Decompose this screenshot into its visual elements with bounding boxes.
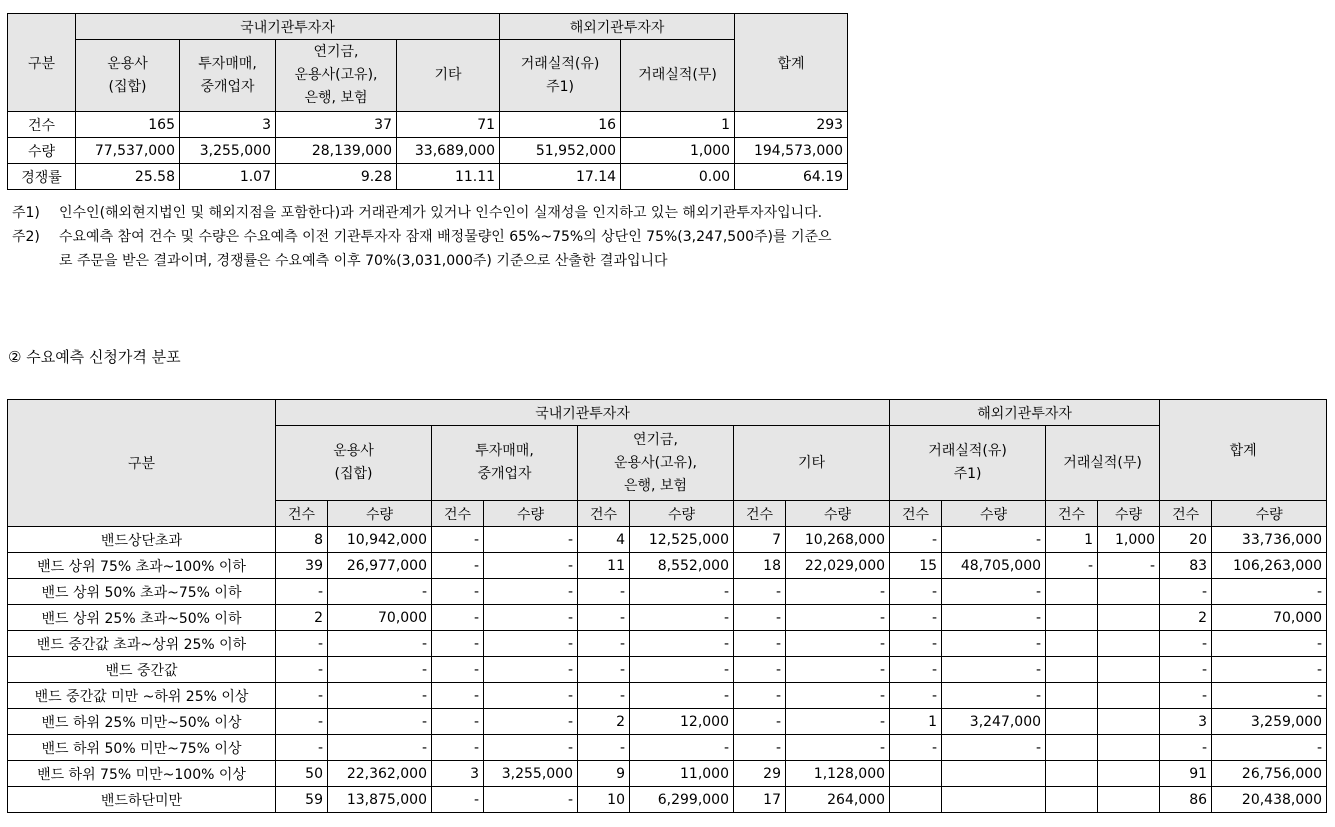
cell-value: - — [1160, 683, 1212, 709]
t2-col-header: 기타 — [734, 426, 890, 501]
footnote-tag: 주1) — [12, 205, 40, 221]
t1-col-header: 기타 — [397, 40, 500, 112]
table-row — [8, 735, 1327, 761]
cell-value — [1046, 657, 1098, 683]
t1-header-domestic: 국내기관투자자 — [76, 14, 500, 40]
cell-value: 26,756,000 — [1212, 761, 1327, 787]
cell-value: 15 — [890, 553, 942, 579]
cell-value: - — [1212, 579, 1327, 605]
t1-col-header: 거래실적(유) 주1) — [500, 40, 621, 112]
cell-value: 293 — [735, 112, 848, 138]
footnote-text: 인수인(해외현지법인 및 해외지점을 포함한다)과 거래관계가 있거나 인수인이 실재성을 인지하고 있는 해외기관투자자입니다. — [59, 205, 823, 221]
cell-value — [1046, 579, 1098, 605]
cell-value — [942, 761, 1046, 787]
t1-header-total: 합계 — [735, 14, 848, 112]
row-label: 밴드 상위 25% 초과~50% 이하 — [8, 605, 276, 631]
cell-value: - — [1212, 683, 1327, 709]
t2-col-header: 거래실적(유) 주1) — [890, 426, 1046, 501]
cell-value: 1,128,000 — [786, 761, 890, 787]
cell-value: 22,029,000 — [786, 553, 890, 579]
cell-value: 3 — [432, 761, 484, 787]
cell-value: - — [276, 579, 328, 605]
cell-value: - — [484, 787, 578, 813]
cell-value: 59 — [276, 787, 328, 813]
cell-value: 3,247,000 — [942, 709, 1046, 735]
cell-value: 8 — [276, 527, 328, 553]
count-header: 건수 — [1046, 501, 1098, 527]
t2-col-header: 운용사 (집합) — [276, 426, 432, 501]
cell-value: 9.28 — [276, 164, 397, 190]
cell-value: - — [734, 657, 786, 683]
cell-value — [1098, 631, 1160, 657]
cell-value: 12,000 — [630, 709, 734, 735]
cell-value: - — [734, 579, 786, 605]
cell-value — [1046, 631, 1098, 657]
cell-value: - — [328, 683, 432, 709]
cell-value: - — [578, 579, 630, 605]
cell-value: 4 — [578, 527, 630, 553]
cell-value — [1098, 683, 1160, 709]
t2-col-header: 거래실적(무) — [1046, 426, 1160, 501]
cell-value: - — [276, 735, 328, 761]
cell-value: - — [578, 657, 630, 683]
t1-col-header: 투자매매, 중개업자 — [180, 40, 276, 112]
cell-value: - — [328, 631, 432, 657]
cell-value: 10,268,000 — [786, 527, 890, 553]
cell-value: - — [1098, 553, 1160, 579]
cell-value — [1046, 735, 1098, 761]
cell-value: - — [786, 657, 890, 683]
cell-value — [1098, 605, 1160, 631]
cell-value — [1098, 709, 1160, 735]
cell-value: - — [1046, 553, 1098, 579]
cell-value: 48,705,000 — [942, 553, 1046, 579]
cell-value: 3,255,000 — [180, 138, 276, 164]
cell-value: - — [432, 605, 484, 631]
cell-value: 2 — [1160, 605, 1212, 631]
table-row — [8, 112, 848, 138]
cell-value: 77,537,000 — [76, 138, 180, 164]
quantity-header: 수량 — [1098, 501, 1160, 527]
t2-header-domestic: 국내기관투자자 — [276, 400, 890, 426]
row-label: 밴드 상위 75% 초과~100% 이하 — [8, 553, 276, 579]
cell-value: - — [786, 605, 890, 631]
cell-value: - — [630, 657, 734, 683]
cell-value: - — [1160, 579, 1212, 605]
cell-value: - — [1160, 631, 1212, 657]
cell-value: - — [432, 683, 484, 709]
cell-value: 11 — [578, 553, 630, 579]
cell-value: 91 — [1160, 761, 1212, 787]
cell-value: - — [786, 631, 890, 657]
table-row — [8, 553, 1327, 579]
cell-value: 83 — [1160, 553, 1212, 579]
cell-value: 2 — [276, 605, 328, 631]
cell-value: - — [942, 657, 1046, 683]
cell-value — [942, 787, 1046, 813]
cell-value: 7 — [734, 527, 786, 553]
t1-col-header: 연기금, 운용사(고유), 은행, 보험 — [276, 40, 397, 112]
cell-value: 2 — [578, 709, 630, 735]
row-label: 밴드 중간값 초과~상위 25% 이하 — [8, 631, 276, 657]
cell-value: 20 — [1160, 527, 1212, 553]
quantity-header: 수량 — [1212, 501, 1327, 527]
cell-value: - — [328, 657, 432, 683]
cell-value: 20,438,000 — [1212, 787, 1327, 813]
cell-value: - — [734, 735, 786, 761]
cell-value: - — [1212, 735, 1327, 761]
row-label: 밴드 하위 50% 미만~75% 이상 — [8, 735, 276, 761]
cell-value: 3 — [1160, 709, 1212, 735]
row-label: 밴드 하위 25% 미만~50% 이상 — [8, 709, 276, 735]
cell-value: - — [276, 631, 328, 657]
row-label: 건수 — [8, 112, 76, 138]
cell-value — [1046, 683, 1098, 709]
cell-value: - — [942, 579, 1046, 605]
table-row — [8, 761, 1327, 787]
footnote — [12, 225, 842, 273]
footnote — [12, 201, 842, 225]
cell-value: - — [786, 683, 890, 709]
table-row — [8, 579, 1327, 605]
price-distribution-table — [7, 399, 1327, 813]
cell-value: 16 — [500, 112, 621, 138]
cell-value: 8,552,000 — [630, 553, 734, 579]
cell-value: 1 — [1046, 527, 1098, 553]
cell-value: 25.58 — [76, 164, 180, 190]
cell-value: - — [432, 657, 484, 683]
cell-value: - — [484, 735, 578, 761]
cell-value: 29 — [734, 761, 786, 787]
cell-value: 86 — [1160, 787, 1212, 813]
row-label: 밴드하단미만 — [8, 787, 276, 813]
count-header: 건수 — [578, 501, 630, 527]
cell-value — [1046, 709, 1098, 735]
cell-value: - — [432, 787, 484, 813]
cell-value: - — [484, 683, 578, 709]
cell-value — [1098, 787, 1160, 813]
cell-value: 106,263,000 — [1212, 553, 1327, 579]
cell-value: - — [734, 631, 786, 657]
cell-value: - — [630, 605, 734, 631]
table-row — [8, 527, 1327, 553]
count-header: 건수 — [734, 501, 786, 527]
cell-value: - — [276, 709, 328, 735]
count-header: 건수 — [276, 501, 328, 527]
cell-value: 33,736,000 — [1212, 527, 1327, 553]
cell-value — [1098, 657, 1160, 683]
cell-value: 194,573,000 — [735, 138, 848, 164]
cell-value: 37 — [276, 112, 397, 138]
cell-value: - — [630, 735, 734, 761]
cell-value: 13,875,000 — [328, 787, 432, 813]
quantity-header: 수량 — [328, 501, 432, 527]
cell-value: - — [942, 631, 1046, 657]
cell-value — [1046, 787, 1098, 813]
cell-value: 70,000 — [328, 605, 432, 631]
count-header: 건수 — [890, 501, 942, 527]
cell-value: - — [734, 709, 786, 735]
table-row — [8, 683, 1327, 709]
cell-value: - — [432, 553, 484, 579]
footnotes — [12, 201, 842, 273]
cell-value: - — [484, 657, 578, 683]
cell-value: 12,525,000 — [630, 527, 734, 553]
count-header: 건수 — [432, 501, 484, 527]
t1-col-header: 거래실적(무) — [621, 40, 735, 112]
cell-value: - — [890, 683, 942, 709]
cell-value: - — [484, 579, 578, 605]
cell-value: - — [890, 657, 942, 683]
table-row — [8, 787, 1327, 813]
cell-value: - — [276, 683, 328, 709]
cell-value — [1046, 761, 1098, 787]
cell-value: 165 — [76, 112, 180, 138]
t1-header-category: 구분 — [8, 14, 76, 112]
cell-value: 33,689,000 — [397, 138, 500, 164]
cell-value: - — [890, 579, 942, 605]
cell-value: - — [630, 579, 734, 605]
table-row — [8, 631, 1327, 657]
cell-value — [890, 787, 942, 813]
cell-value: - — [786, 579, 890, 605]
competition-table — [7, 13, 848, 190]
t1-col-header: 운용사 (집합) — [76, 40, 180, 112]
cell-value: 1.07 — [180, 164, 276, 190]
row-label: 경쟁률 — [8, 164, 76, 190]
t2-header-foreign: 해외기관투자자 — [890, 400, 1160, 426]
cell-value: 71 — [397, 112, 500, 138]
cell-value: 70,000 — [1212, 605, 1327, 631]
cell-value: - — [578, 605, 630, 631]
cell-value: - — [1160, 657, 1212, 683]
cell-value: - — [484, 553, 578, 579]
t2-header-total: 합계 — [1160, 400, 1327, 501]
cell-value: - — [328, 579, 432, 605]
cell-value: - — [578, 683, 630, 709]
cell-value: 64.19 — [735, 164, 848, 190]
cell-value — [890, 761, 942, 787]
footnote-tag: 주2) — [12, 229, 40, 245]
cell-value: 39 — [276, 553, 328, 579]
cell-value: 17 — [734, 787, 786, 813]
cell-value: - — [276, 657, 328, 683]
t2-header-category: 구분 — [8, 400, 276, 527]
cell-value: - — [432, 579, 484, 605]
cell-value: 50 — [276, 761, 328, 787]
cell-value: - — [484, 631, 578, 657]
cell-value: 11,000 — [630, 761, 734, 787]
cell-value: - — [942, 683, 1046, 709]
cell-value — [1046, 605, 1098, 631]
cell-value: - — [484, 605, 578, 631]
cell-value: 18 — [734, 553, 786, 579]
cell-value: 3 — [180, 112, 276, 138]
row-label: 밴드 중간값 미만 ~하위 25% 이상 — [8, 683, 276, 709]
cell-value: - — [890, 605, 942, 631]
count-header: 건수 — [1160, 501, 1212, 527]
cell-value: 51,952,000 — [500, 138, 621, 164]
table-row — [8, 709, 1327, 735]
cell-value: 264,000 — [786, 787, 890, 813]
table-row — [8, 657, 1327, 683]
cell-value: - — [1160, 735, 1212, 761]
cell-value: - — [942, 527, 1046, 553]
table-row — [8, 164, 848, 190]
section-title: ② 수요예측 신청가격 분포 — [8, 348, 181, 366]
footnote-text: 수요예측 참여 건수 및 수량은 수요예측 이전 기관투자자 잠재 배정물량인 65%~75%의 상단인 75%(3,247,500주)를 기준으로 주문을 받은 결과이며, 경쟁률은 수요예측 이후 70%(3,031,000주) 기준으로 산출한 결과입니다 — [59, 229, 832, 269]
cell-value: 1 — [621, 112, 735, 138]
row-label: 밴드상단초과 — [8, 527, 276, 553]
cell-value: 1 — [890, 709, 942, 735]
cell-value: - — [432, 709, 484, 735]
t2-col-header: 투자매매, 중개업자 — [432, 426, 578, 501]
cell-value: - — [890, 735, 942, 761]
cell-value: - — [578, 735, 630, 761]
cell-value: - — [484, 709, 578, 735]
row-label: 수량 — [8, 138, 76, 164]
t2-col-header: 연기금, 운용사(고유), 은행, 보험 — [578, 426, 734, 501]
cell-value — [1098, 761, 1160, 787]
row-label: 밴드 중간값 — [8, 657, 276, 683]
cell-value: 10,942,000 — [328, 527, 432, 553]
table-row — [8, 138, 848, 164]
cell-value: 1,000 — [1098, 527, 1160, 553]
cell-value: - — [630, 631, 734, 657]
cell-value: - — [890, 527, 942, 553]
quantity-header: 수량 — [786, 501, 890, 527]
cell-value: - — [432, 735, 484, 761]
cell-value: - — [942, 605, 1046, 631]
quantity-header: 수량 — [630, 501, 734, 527]
cell-value: 26,977,000 — [328, 553, 432, 579]
cell-value: - — [734, 605, 786, 631]
cell-value: - — [786, 735, 890, 761]
cell-value: - — [432, 527, 484, 553]
cell-value: - — [484, 527, 578, 553]
table-row — [8, 605, 1327, 631]
cell-value: 11.11 — [397, 164, 500, 190]
cell-value: 28,139,000 — [276, 138, 397, 164]
cell-value: - — [578, 631, 630, 657]
quantity-header: 수량 — [484, 501, 578, 527]
cell-value: - — [630, 683, 734, 709]
row-label: 밴드 하위 75% 미만~100% 이상 — [8, 761, 276, 787]
row-label: 밴드 상위 50% 초과~75% 이하 — [8, 579, 276, 605]
cell-value: 22,362,000 — [328, 761, 432, 787]
cell-value — [1098, 735, 1160, 761]
cell-value: - — [734, 683, 786, 709]
cell-value: - — [1212, 631, 1327, 657]
cell-value: 3,259,000 — [1212, 709, 1327, 735]
cell-value: - — [786, 709, 890, 735]
cell-value: 0.00 — [621, 164, 735, 190]
t1-header-foreign: 해외기관투자자 — [500, 14, 735, 40]
cell-value: 6,299,000 — [630, 787, 734, 813]
cell-value: 17.14 — [500, 164, 621, 190]
cell-value: 1,000 — [621, 138, 735, 164]
cell-value — [1098, 579, 1160, 605]
cell-value: - — [328, 709, 432, 735]
cell-value: - — [942, 735, 1046, 761]
cell-value: - — [1212, 657, 1327, 683]
cell-value: 10 — [578, 787, 630, 813]
cell-value: - — [432, 631, 484, 657]
cell-value: 3,255,000 — [484, 761, 578, 787]
quantity-header: 수량 — [942, 501, 1046, 527]
cell-value: - — [890, 631, 942, 657]
cell-value: - — [328, 735, 432, 761]
cell-value: 9 — [578, 761, 630, 787]
